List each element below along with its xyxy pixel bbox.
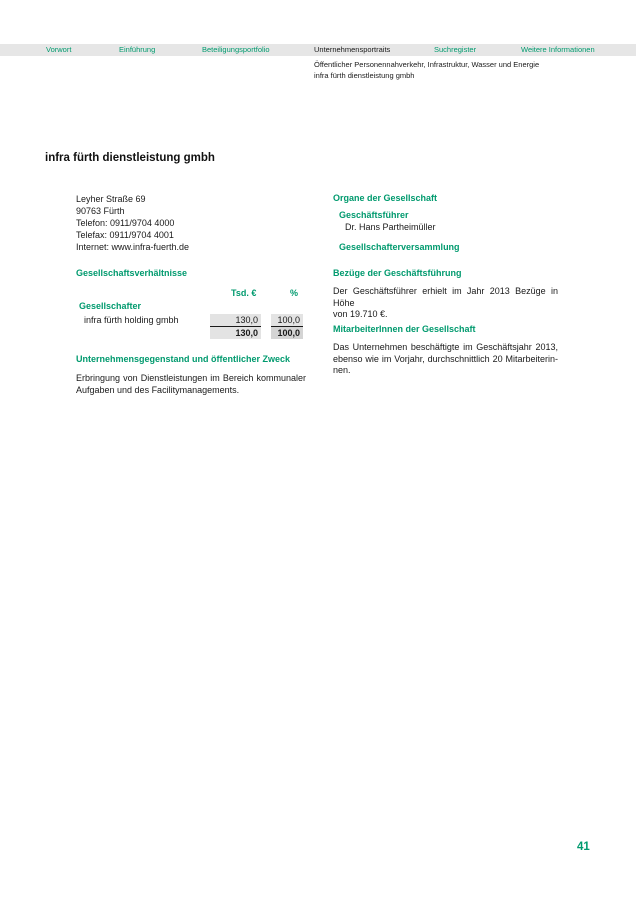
breadcrumb-company: infra fürth dienstleistung gmbh bbox=[314, 71, 415, 80]
address-fax: Telefax: 0911/9704 4001 bbox=[76, 230, 174, 240]
employees-line: Das Unternehmen beschäftigte im Geschäftsjahr 2013, bbox=[333, 342, 558, 352]
shareholder-name: infra fürth holding gmbh bbox=[84, 315, 179, 325]
employees-line: ebenso wie im Vorjahr, durchschnittlich 20 Mitarbeiterin- bbox=[333, 353, 558, 364]
compensation-text bbox=[333, 286, 558, 321]
shareholder-tsd-cell: 130,0 bbox=[210, 314, 261, 326]
purpose-line: Aufgaben und des Facilitymanagements. bbox=[76, 384, 240, 395]
compensation-heading: Bezüge der Geschäftsführung bbox=[333, 268, 462, 278]
purpose-heading: Unternehmensgegenstand und öffentlicher Zweck bbox=[76, 354, 291, 364]
nav-link-einfuehrung[interactable]: Einführung bbox=[119, 45, 156, 54]
address-internet[interactable]: Internet: www.infra-fuerth.de bbox=[76, 242, 190, 252]
assembly-label: Gesellschafterversammlung bbox=[339, 242, 460, 252]
manager-label: Geschäftsführer bbox=[339, 210, 409, 220]
nav-link-suchregister[interactable]: Suchregister bbox=[434, 45, 477, 54]
breadcrumb-category: Öffentlicher Personennahverkehr, Infrastruktur, Wasser und Energie bbox=[314, 60, 540, 69]
employees-text bbox=[333, 342, 558, 377]
address-city: 90763 Fürth bbox=[76, 206, 125, 216]
total-percent-cell: 100,0 bbox=[271, 327, 303, 339]
page-title: infra fürth dienstleistung gmbh bbox=[45, 152, 215, 164]
nav-link-unternehmensportraits[interactable]: Unternehmensportraits bbox=[314, 45, 391, 54]
employees-heading: MitarbeiterInnen der Gesellschaft bbox=[333, 324, 476, 334]
top-navigation-bar bbox=[0, 44, 636, 56]
manager-name: Dr. Hans Partheimüller bbox=[345, 222, 436, 232]
nav-link-beteiligungsportfolio[interactable]: Beteiligungsportfolio bbox=[202, 45, 270, 54]
ownership-heading: Gesellschaftsverhältnisse bbox=[76, 268, 188, 278]
column-header-tsd: Tsd. € bbox=[231, 288, 257, 298]
compensation-line: Der Geschäftsführer erhielt im Jahr 2013 Bezüge in Höhe bbox=[333, 286, 558, 308]
purpose-text bbox=[76, 373, 306, 396]
page-number: 41 bbox=[577, 841, 590, 853]
shareholders-subheading: Gesellschafter bbox=[79, 301, 142, 311]
nav-link-vorwort[interactable]: Vorwort bbox=[46, 45, 72, 54]
column-header-percent: % bbox=[290, 288, 299, 298]
purpose-line: Erbringung von Dienstleistungen im Bereich kommunaler bbox=[76, 373, 306, 383]
total-tsd-cell: 130,0 bbox=[210, 327, 261, 339]
address-phone: Telefon: 0911/9704 4000 bbox=[76, 218, 175, 228]
address-street: Leyher Straße 69 bbox=[76, 194, 146, 204]
compensation-line: von 19.710 €. bbox=[333, 309, 388, 319]
employees-line: nen. bbox=[333, 365, 351, 375]
nav-link-weitere-informationen[interactable]: Weitere Informationen bbox=[521, 45, 595, 54]
shareholder-percent-cell: 100,0 bbox=[271, 314, 303, 326]
organs-heading: Organe der Gesellschaft bbox=[333, 193, 438, 203]
